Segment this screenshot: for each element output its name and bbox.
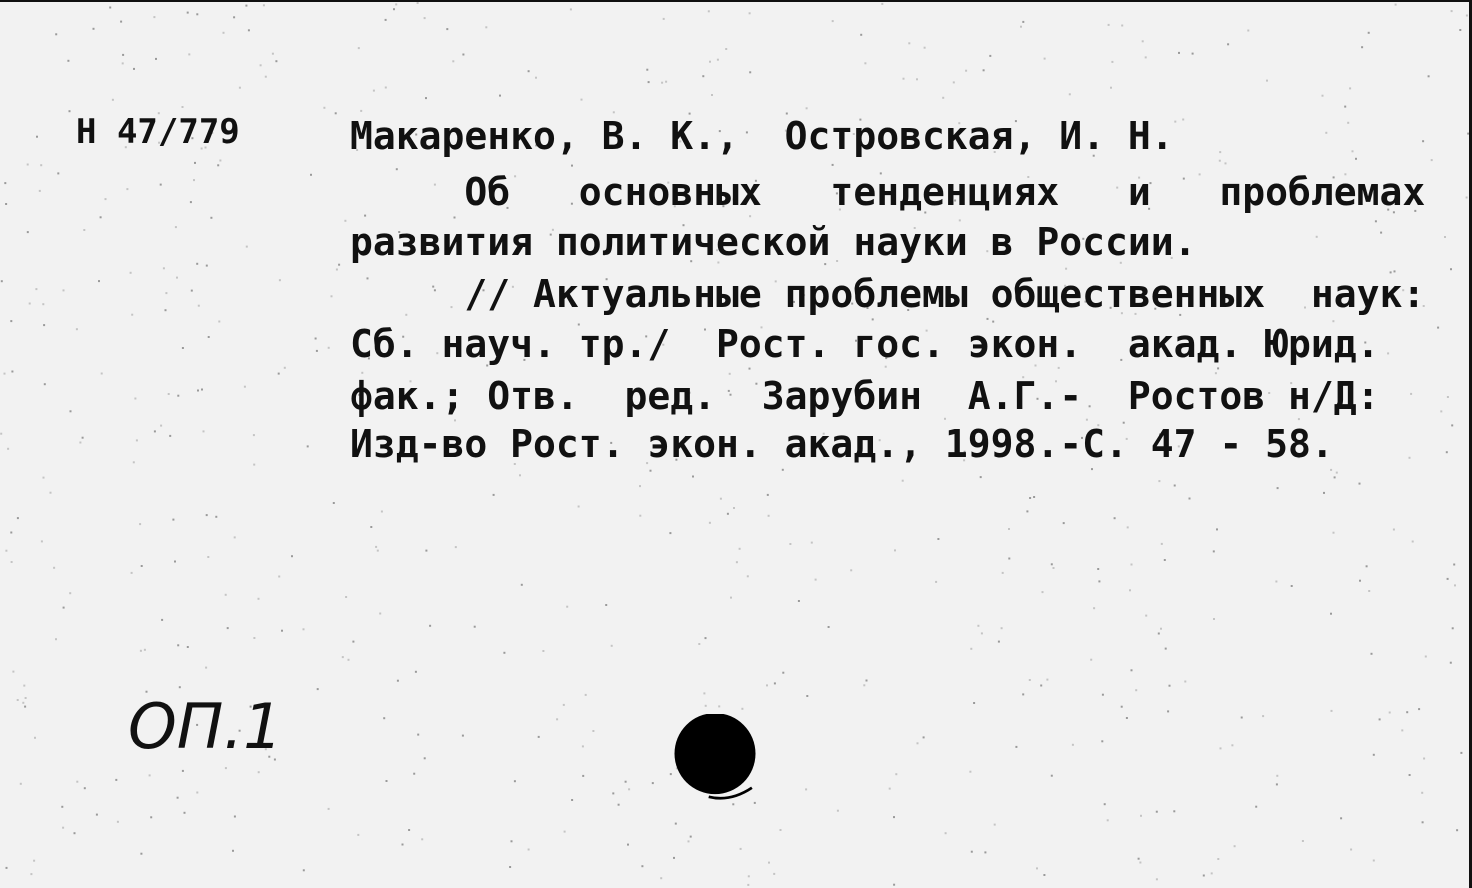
imprint-line: Изд-во Рост. экон. акад., 1998.-С. 47 - 58. — [350, 422, 1334, 466]
card-punch-hole — [670, 714, 760, 804]
source-line-1: // Актуальные проблемы общественных наук: — [350, 272, 1426, 316]
source-line-2: Сб. науч. тр./ Рост. гос. экон. акад. Юрид. — [350, 322, 1380, 366]
title-line-1: Об основных тенденциях и проблемах — [350, 170, 1426, 214]
source-line-3: фак.; Отв. ред. Зарубин А.Г.- Ростов н/Д: — [350, 374, 1380, 418]
shelf-mark: Н 47/779 — [76, 112, 240, 152]
handwritten-note: ОП.1 — [128, 690, 283, 763]
title-line-2: развития политической науки в России. — [350, 220, 1197, 264]
author-line: Макаренко, В. К., Островская, И. Н. — [350, 114, 1174, 158]
